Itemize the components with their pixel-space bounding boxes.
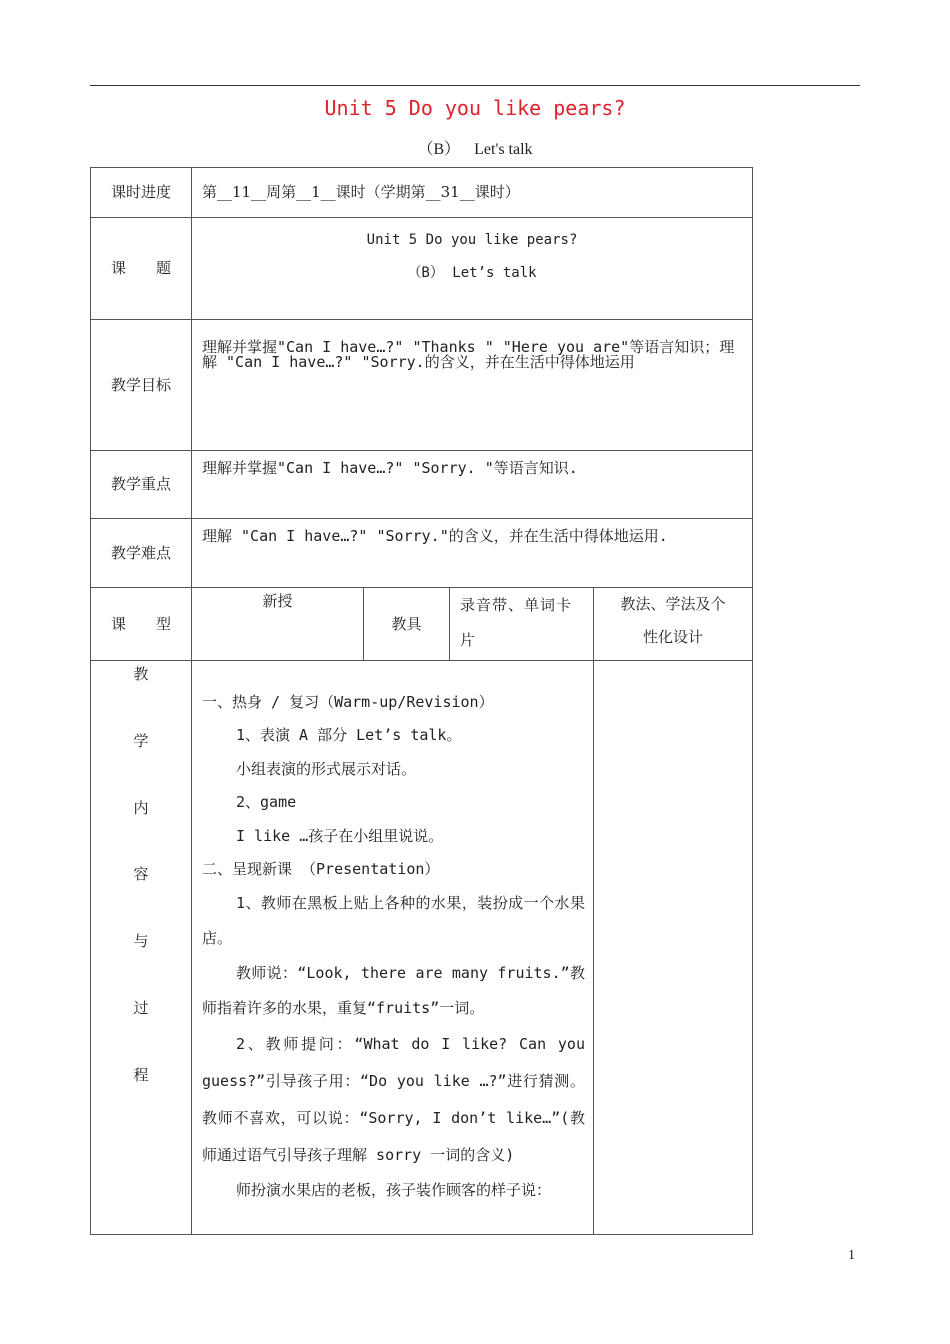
label-tools: 教具 xyxy=(364,588,450,661)
label-process xyxy=(91,661,192,1235)
label-topic: 课 题 xyxy=(91,218,192,320)
process-content xyxy=(192,661,594,1235)
row-process xyxy=(91,661,753,1235)
label-type: 课 型 xyxy=(91,588,192,661)
key-points-value: 理解并掌握"Can I have…?" "Sorry. "等语言知识. xyxy=(192,451,753,519)
process-line: 小组表演的形式展示对话。 xyxy=(236,759,417,778)
row-topic xyxy=(91,218,753,320)
process-label-char: 学 xyxy=(133,731,149,750)
page-subtitle xyxy=(0,136,950,159)
methods-label: 教法、学法及个性化设计 xyxy=(594,588,753,661)
process-label-char: 内 xyxy=(133,798,149,817)
row-objectives xyxy=(91,320,753,451)
label-progress: 课时进度 xyxy=(91,168,192,218)
lesson-plan-table xyxy=(90,167,753,1235)
process-label-char: 与 xyxy=(133,932,149,951)
process-line: 教师说：“Look, there are many fruits.”教师指着许多的水果，重复“fruits”一词。 xyxy=(202,964,585,1018)
subtitle-text: Let's talk xyxy=(474,141,533,158)
row-key-points xyxy=(91,451,753,519)
row-progress xyxy=(91,168,753,218)
objectives-value: 理解并掌握"Can I have…?" "Thanks " "Here you are"等语言知识；理解 "Can I have…?" "Sorry.的含义，并在生活中得体地运用 xyxy=(192,320,753,451)
process-label-char: 教 xyxy=(133,665,149,683)
process-label-char: 过 xyxy=(133,998,149,1017)
row-type xyxy=(91,588,753,661)
topic-value xyxy=(192,218,753,320)
process-line: 师扮演水果店的老板，孩子装作顾客的样子说： xyxy=(236,1181,552,1200)
page-number: 1 xyxy=(848,1248,855,1263)
difficulties-value: 理解 "Can I have…?" "Sorry."的含义，并在生活中得体地运用. xyxy=(192,519,753,588)
tools-value: 录音带、单词卡片 xyxy=(450,588,594,661)
label-objectives: 教学目标 xyxy=(91,320,192,451)
process-label-char: 容 xyxy=(133,865,149,884)
label-difficulties: 教学难点 xyxy=(91,519,192,588)
subtitle-part-label: （B） xyxy=(417,141,461,158)
process-line: 1、教师在黑板上贴上各种的水果，装扮成一个水果店。 xyxy=(202,894,585,948)
methods-column xyxy=(594,661,753,1235)
process-line: 2、教师提问：“What do I like? Can you guess?”引导孩子用：“Do you like …?”进行猜测。教师不喜欢，可以说：“Sorry, I don’t like…”(教师通过语气引导孩子理解 sorry 一词的含义) xyxy=(202,1035,585,1165)
process-line: 1、表演 A 部分 Let’s talk。 xyxy=(236,726,462,745)
process-label-char: 程 xyxy=(133,1065,149,1084)
topic-line-1: Unit 5 Do you like pears? xyxy=(366,232,578,248)
progress-value: 第__11__周第__1__课时（学期第__31__课时） xyxy=(192,168,753,218)
page-title: Unit 5 Do you like pears? xyxy=(324,96,626,120)
process-line: 一、热身 / 复习（Warm-up/Revision） xyxy=(202,693,494,711)
topic-line-2: （B） Let’s talk xyxy=(407,265,537,281)
label-key-points: 教学重点 xyxy=(91,451,192,519)
header-rule xyxy=(90,85,860,86)
process-line: I like …孩子在小组里说说。 xyxy=(236,826,444,845)
process-line: 二、呈现新课 （Presentation） xyxy=(202,860,440,879)
process-line: 2、game xyxy=(236,793,297,812)
row-difficulties xyxy=(91,519,753,588)
type-value: 新授 xyxy=(192,588,364,661)
